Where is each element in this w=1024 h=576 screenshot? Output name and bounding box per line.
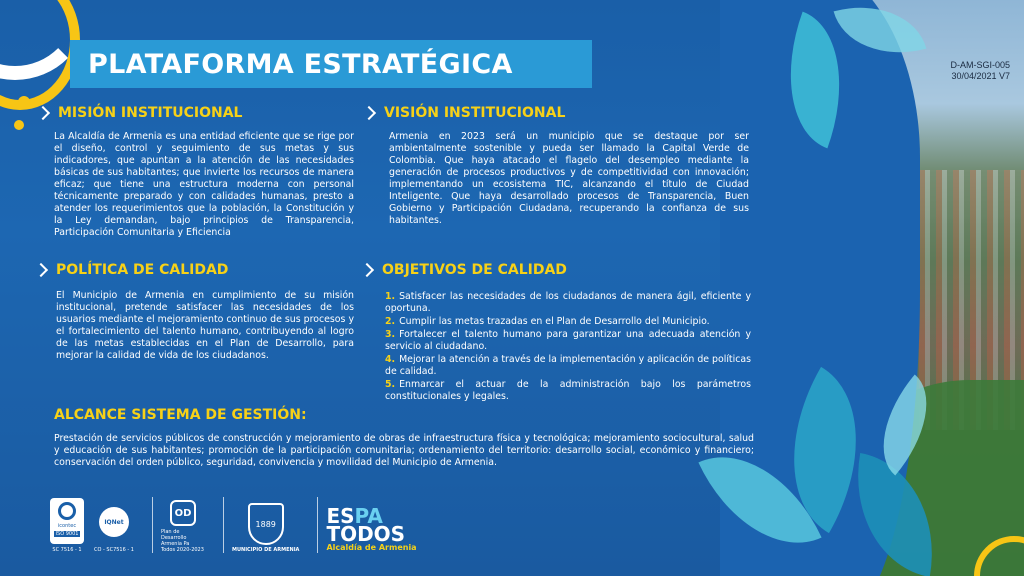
chevron-right-icon [362, 106, 376, 120]
icontec-ring-icon [58, 502, 76, 520]
objetivo-number: 4. [385, 354, 396, 365]
chevron-right-icon [360, 263, 374, 277]
municipio-logo [232, 503, 299, 553]
icontec-cert: SC 7516 - 1 [52, 547, 82, 553]
espa-todos-logo [326, 504, 417, 553]
espa-es: ES [326, 504, 355, 528]
logo-separator [152, 497, 153, 553]
vision-title: VISIÓN INSTITUCIONAL [384, 105, 566, 121]
yellow-dot-decoration [14, 120, 24, 130]
mision-heading [38, 105, 242, 121]
plan-desarrollo-logo [161, 500, 205, 553]
alcance-text: Prestación de servicios públicos de construcción y mejoramiento de obras de infraestructura física y tecnológica; mejoramiento sociocultural, salud y educación de sus habitantes; promoción de la participación comunitaria; ordenamiento del territorio: desarrollo social, económico y financiero; conservación del orden público, seguridad, convivencia y movilidad del Municipio de Armenia. [54, 433, 754, 468]
document-code-number: D-AM-SGI-005 [950, 60, 1010, 70]
icontec-iso: ISO 9001 [55, 531, 79, 537]
objetivo-item [385, 329, 751, 353]
objetivo-text: Enmarcar el actuar de la administración bajo los parámetros constitucionales y legales. [385, 379, 751, 402]
objetivos-list [385, 291, 751, 404]
objetivo-text: Mejorar la atención a través de la implementación y aplicación de políticas de calidad. [385, 354, 751, 377]
iqnet-badge: IQNet [99, 507, 129, 537]
espa-pa: PA [354, 504, 383, 528]
title-bar [70, 40, 592, 88]
objetivo-text: Fortalecer el talento humano para garantizar una adecuada atención y servicio al ciudadano. [385, 329, 751, 352]
objetivo-number: 5. [385, 379, 396, 390]
objetivo-number: 3. [385, 329, 396, 340]
espa-subtitle: Alcaldía de Armenia [326, 543, 417, 552]
page-title: PLATAFORMA ESTRATÉGICA [88, 48, 513, 80]
iqnet-logo [94, 507, 134, 553]
vision-heading [364, 105, 565, 121]
alcance-title: ALCANCE SISTEMA DE GESTIÓN: [54, 407, 307, 423]
icontec-badge [50, 498, 84, 544]
objetivos-heading [362, 262, 567, 278]
logo-separator [223, 497, 224, 553]
objetivo-number: 1. [385, 291, 396, 302]
objetivo-text: Satisfacer las necesidades de los ciudadanos de manera ágil, eficiente y oportuna. [385, 291, 751, 314]
objetivo-item [385, 354, 751, 378]
objetivo-text: Cumplir las metas trazadas en el Plan de Desarrollo del Municipio. [399, 316, 710, 327]
yellow-dot-decoration [18, 96, 30, 108]
chevron-right-icon [36, 106, 50, 120]
shield-icon: 1889 [248, 503, 284, 545]
iqnet-cert: CO - SC7516 - 1 [94, 547, 134, 553]
plan-mark: OD [170, 500, 196, 526]
mision-text: La Alcaldía de Armenia es una entidad eficiente que se rige por el diseño, control y seguimiento de sus metas y sus indicadores, que apuntan a la atención de las necesidades básicas de sus habitantes; que invierte los recursos de manera eficaz; que tiene una estructura moderna con personal técnicamente preparado y con calidades humanas, presto a atender los requerimientos que la población, la Constitución y la Ley demandan, bajo principios de Transparencia, Participación Comunitaria y Eficiencia [54, 131, 354, 238]
icontec-logo [50, 498, 84, 553]
document-code [950, 60, 1010, 82]
objetivo-item [385, 379, 751, 403]
logo-separator [317, 497, 318, 553]
objetivo-item [385, 291, 751, 315]
logos-row [50, 493, 427, 553]
icontec-name: icontec [57, 523, 77, 529]
alcance-heading [54, 407, 307, 423]
politica-text: El Municipio de Armenia en cumplimiento de su misión institucional, pretende satisfacer las necesidades de los usuarios mediante el mejoramiento continuo de sus procesos y el fortalecimiento del talento humano, contribuyendo al logro de las metas establecidas en el Plan de Desarrollo, para mejorar la calidad de vida de los ciudadanos. [56, 290, 354, 361]
politica-title: POLÍTICA DE CALIDAD [56, 262, 229, 278]
plan-text: Plan de Desarrollo Armenia Pa Todos 2020-2023 [160, 529, 204, 553]
objetivo-item [385, 316, 751, 328]
chevron-right-icon [34, 263, 48, 277]
objetivos-title: OBJETIVOS DE CALIDAD [382, 262, 567, 278]
yellow-arc-decoration [0, 0, 80, 110]
mision-title: MISIÓN INSTITUCIONAL [58, 105, 243, 121]
vision-text: Armenia en 2023 será un municipio que se destaque por ser ambientalmente sostenible y pueda ser llamado la Capital Verde de Colombia. Que haya atacado el flagelo del desempleo mediante la generación de procesos productivos y de competitividad con innovación; implementando un ecosistema TIC, alcanzando el título de Ciudad Inteligente. Que haya desarrollado procesos de Transparencia, Buen Gobierno y Participación Ciudadana, recuperando la confianza de sus habitantes. [389, 131, 749, 226]
espa-todos: TODOS [326, 522, 406, 546]
municipio-text: MUNICIPIO DE ARMENIA [231, 547, 300, 553]
objetivo-number: 2. [385, 316, 396, 327]
document-code-date: 30/04/2021 V7 [951, 71, 1010, 81]
politica-heading [36, 262, 228, 278]
